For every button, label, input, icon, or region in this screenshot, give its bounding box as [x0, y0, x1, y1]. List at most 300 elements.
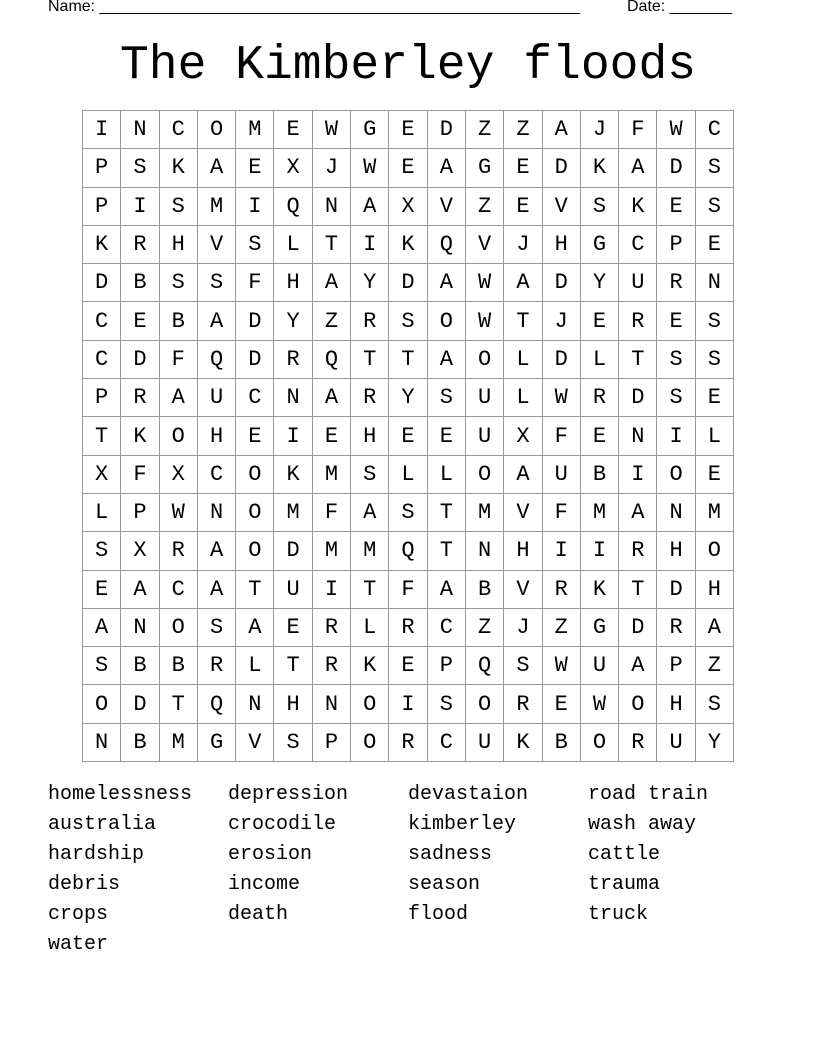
grid-cell[interactable]: K [580, 149, 618, 187]
grid-cell[interactable]: R [197, 647, 235, 685]
grid-cell[interactable]: A [236, 608, 274, 646]
grid-cell[interactable]: S [274, 723, 312, 761]
grid-cell[interactable]: P [83, 187, 121, 225]
grid-cell[interactable]: O [465, 685, 503, 723]
grid-cell[interactable]: I [619, 455, 657, 493]
grid-cell[interactable]: I [351, 225, 389, 263]
grid-cell[interactable]: T [619, 340, 657, 378]
grid-cell[interactable]: Z [465, 187, 503, 225]
grid-cell[interactable]: K [274, 455, 312, 493]
grid-cell[interactable]: A [159, 379, 197, 417]
grid-cell[interactable]: G [351, 111, 389, 149]
grid-cell[interactable]: Z [465, 111, 503, 149]
grid-row [83, 493, 734, 531]
grid-cell[interactable]: S [427, 379, 465, 417]
grid-cell[interactable]: A [197, 570, 235, 608]
grid-row [83, 149, 734, 187]
grid-cell[interactable]: Y [351, 264, 389, 302]
grid-cell[interactable]: E [389, 647, 427, 685]
grid-cell[interactable]: D [619, 379, 657, 417]
grid-cell[interactable]: E [121, 302, 159, 340]
grid-cell[interactable]: R [504, 685, 542, 723]
grid-cell[interactable]: H [274, 264, 312, 302]
grid-cell[interactable]: C [159, 111, 197, 149]
grid-cell[interactable]: N [312, 187, 350, 225]
grid-cell[interactable]: Z [695, 647, 733, 685]
grid-cell[interactable]: S [657, 379, 695, 417]
grid-cell[interactable]: S [427, 685, 465, 723]
grid-cell[interactable]: A [542, 111, 580, 149]
grid-cell[interactable]: U [274, 570, 312, 608]
grid-cell[interactable]: S [695, 187, 733, 225]
grid-cell[interactable]: S [121, 149, 159, 187]
grid-cell[interactable]: P [83, 149, 121, 187]
grid-cell[interactable]: E [389, 111, 427, 149]
grid-cell[interactable]: A [504, 264, 542, 302]
grid-cell[interactable]: O [236, 455, 274, 493]
grid-cell[interactable]: N [236, 685, 274, 723]
grid-cell[interactable]: R [312, 647, 350, 685]
word-list-item: flood [408, 903, 469, 926]
grid-cell[interactable]: T [389, 340, 427, 378]
grid-cell[interactable]: W [580, 685, 618, 723]
grid-cell[interactable]: L [389, 455, 427, 493]
grid-cell[interactable]: B [580, 455, 618, 493]
grid-cell[interactable]: T [504, 302, 542, 340]
grid-cell[interactable]: A [619, 149, 657, 187]
grid-cell[interactable]: U [657, 723, 695, 761]
grid-cell[interactable]: X [389, 187, 427, 225]
grid-cell[interactable]: N [695, 264, 733, 302]
grid-cell[interactable]: N [121, 111, 159, 149]
grid-cell[interactable]: A [427, 570, 465, 608]
grid-cell[interactable]: A [83, 608, 121, 646]
grid-cell[interactable]: P [83, 379, 121, 417]
grid-cell[interactable]: V [236, 723, 274, 761]
grid-cell[interactable]: B [542, 723, 580, 761]
grid-cell[interactable]: M [351, 532, 389, 570]
grid-cell[interactable]: E [542, 685, 580, 723]
grid-cell[interactable]: O [619, 685, 657, 723]
grid-cell[interactable]: A [427, 340, 465, 378]
grid-cell[interactable]: Z [465, 608, 503, 646]
grid-cell[interactable]: R [619, 723, 657, 761]
grid-cell[interactable]: O [159, 417, 197, 455]
grid-cell[interactable]: N [312, 685, 350, 723]
grid-cell[interactable]: E [695, 379, 733, 417]
word-list-item: sadness [408, 843, 493, 866]
grid-cell[interactable]: M [695, 493, 733, 531]
grid-cell[interactable]: L [351, 608, 389, 646]
grid-cell[interactable]: C [695, 111, 733, 149]
grid-cell[interactable]: T [236, 570, 274, 608]
grid-cell[interactable]: S [695, 302, 733, 340]
grid-cell[interactable]: J [504, 225, 542, 263]
grid-cell[interactable]: H [657, 685, 695, 723]
grid-cell[interactable]: V [465, 225, 503, 263]
grid-cell[interactable]: I [542, 532, 580, 570]
grid-cell[interactable]: O [83, 685, 121, 723]
grid-cell[interactable]: S [504, 647, 542, 685]
grid-cell[interactable]: H [504, 532, 542, 570]
grid-cell[interactable]: L [236, 647, 274, 685]
grid-cell[interactable]: D [542, 149, 580, 187]
grid-cell[interactable]: R [312, 608, 350, 646]
grid-cell[interactable]: L [504, 379, 542, 417]
grid-cell[interactable]: K [619, 187, 657, 225]
grid-cell[interactable]: H [657, 532, 695, 570]
grid-cell[interactable]: M [197, 187, 235, 225]
grid-cell[interactable]: U [542, 455, 580, 493]
grid-cell[interactable]: Z [542, 608, 580, 646]
grid-cell[interactable]: T [427, 532, 465, 570]
grid-cell[interactable]: R [159, 532, 197, 570]
grid-cell[interactable]: A [197, 532, 235, 570]
grid-cell[interactable]: A [695, 608, 733, 646]
grid-cell[interactable]: O [236, 493, 274, 531]
grid-cell[interactable]: N [274, 379, 312, 417]
grid-cell[interactable]: U [465, 417, 503, 455]
grid-cell[interactable]: T [619, 570, 657, 608]
grid-cell[interactable]: E [695, 455, 733, 493]
grid-cell[interactable]: L [504, 340, 542, 378]
grid-cell[interactable]: H [197, 417, 235, 455]
grid-cell[interactable]: I [236, 187, 274, 225]
grid-cell[interactable]: J [504, 608, 542, 646]
grid-cell[interactable]: M [274, 493, 312, 531]
grid-cell[interactable]: S [197, 264, 235, 302]
grid-cell[interactable]: L [274, 225, 312, 263]
grid-cell[interactable]: E [274, 111, 312, 149]
grid-cell[interactable]: D [389, 264, 427, 302]
grid-cell[interactable]: V [504, 493, 542, 531]
grid-cell[interactable]: S [83, 532, 121, 570]
grid-cell[interactable]: A [312, 379, 350, 417]
grid-cell[interactable]: A [312, 264, 350, 302]
grid-cell[interactable]: I [312, 570, 350, 608]
grid-cell[interactable]: R [389, 608, 427, 646]
grid-cell[interactable]: O [427, 302, 465, 340]
grid-cell[interactable]: O [465, 455, 503, 493]
grid-cell[interactable]: Q [389, 532, 427, 570]
grid-cell[interactable]: P [121, 493, 159, 531]
grid-cell[interactable]: M [312, 532, 350, 570]
grid-cell[interactable]: J [312, 149, 350, 187]
grid-cell[interactable]: S [83, 647, 121, 685]
grid-cell[interactable]: E [580, 417, 618, 455]
grid-cell[interactable]: T [83, 417, 121, 455]
grid-cell[interactable]: N [465, 532, 503, 570]
grid-cell[interactable]: Z [504, 111, 542, 149]
name-field-label: Name: ______________________________________________________ [48, 0, 581, 15]
grid-cell[interactable]: O [657, 455, 695, 493]
grid-cell[interactable]: K [121, 417, 159, 455]
grid-cell[interactable]: Q [274, 187, 312, 225]
grid-cell[interactable]: M [312, 455, 350, 493]
grid-cell[interactable]: H [159, 225, 197, 263]
grid-cell[interactable]: A [427, 264, 465, 302]
grid-cell[interactable]: S [695, 340, 733, 378]
grid-cell[interactable]: L [83, 493, 121, 531]
grid-cell[interactable]: I [274, 417, 312, 455]
grid-cell[interactable]: A [351, 187, 389, 225]
grid-cell[interactable]: W [351, 149, 389, 187]
grid-cell[interactable]: C [619, 225, 657, 263]
grid-cell[interactable]: C [197, 455, 235, 493]
grid-cell[interactable]: S [580, 187, 618, 225]
grid-cell[interactable]: K [580, 570, 618, 608]
grid-cell[interactable]: F [389, 570, 427, 608]
grid-cell[interactable]: I [657, 417, 695, 455]
grid-cell[interactable]: L [580, 340, 618, 378]
grid-cell[interactable]: B [159, 647, 197, 685]
grid-cell[interactable]: M [236, 111, 274, 149]
grid-cell[interactable]: F [312, 493, 350, 531]
grid-cell[interactable]: B [159, 302, 197, 340]
grid-cell[interactable]: V [504, 570, 542, 608]
grid-cell[interactable]: J [580, 111, 618, 149]
grid-cell[interactable]: R [580, 379, 618, 417]
grid-cell[interactable]: S [159, 264, 197, 302]
grid-cell[interactable]: R [351, 379, 389, 417]
grid-cell[interactable]: O [465, 340, 503, 378]
grid-cell[interactable]: E [504, 187, 542, 225]
grid-cell[interactable]: U [580, 647, 618, 685]
grid-cell[interactable]: Y [695, 723, 733, 761]
grid-cell[interactable]: E [657, 302, 695, 340]
grid-cell[interactable]: W [542, 379, 580, 417]
grid-cell[interactable]: E [274, 608, 312, 646]
grid-cell[interactable]: A [197, 149, 235, 187]
grid-cell[interactable]: A [619, 647, 657, 685]
grid-cell[interactable]: R [657, 264, 695, 302]
grid-cell[interactable]: R [542, 570, 580, 608]
grid-cell[interactable]: B [121, 723, 159, 761]
grid-cell[interactable]: R [121, 379, 159, 417]
grid-cell[interactable]: E [427, 417, 465, 455]
grid-cell[interactable]: O [695, 532, 733, 570]
grid-cell[interactable]: W [465, 264, 503, 302]
grid-cell[interactable]: E [312, 417, 350, 455]
word-list-item: road train [588, 783, 709, 806]
grid-cell[interactable]: Q [312, 340, 350, 378]
grid-cell[interactable]: N [197, 493, 235, 531]
grid-cell[interactable]: D [236, 302, 274, 340]
grid-cell[interactable]: G [465, 149, 503, 187]
grid-cell[interactable]: E [389, 149, 427, 187]
grid-cell[interactable]: E [657, 187, 695, 225]
grid-cell[interactable]: J [542, 302, 580, 340]
grid-cell[interactable]: W [542, 647, 580, 685]
grid-cell[interactable]: R [619, 302, 657, 340]
grid-cell[interactable]: X [83, 455, 121, 493]
grid-cell[interactable]: G [197, 723, 235, 761]
grid-cell[interactable]: O [236, 532, 274, 570]
grid-cell[interactable]: C [159, 570, 197, 608]
date-field-label: Date: _______ [627, 0, 732, 15]
grid-cell[interactable]: S [389, 493, 427, 531]
grid-cell[interactable]: A [351, 493, 389, 531]
grid-cell[interactable]: E [580, 302, 618, 340]
grid-cell[interactable]: R [351, 302, 389, 340]
grid-cell[interactable]: X [274, 149, 312, 187]
grid-cell[interactable]: I [83, 111, 121, 149]
grid-cell[interactable]: B [465, 570, 503, 608]
grid-cell[interactable]: Y [580, 264, 618, 302]
grid-cell[interactable]: A [504, 455, 542, 493]
grid-cell[interactable]: C [83, 340, 121, 378]
grid-cell[interactable]: T [427, 493, 465, 531]
grid-cell[interactable]: A [427, 149, 465, 187]
grid-cell[interactable]: H [351, 417, 389, 455]
grid-cell[interactable]: S [695, 685, 733, 723]
grid-cell[interactable]: W [657, 111, 695, 149]
grid-cell[interactable]: N [657, 493, 695, 531]
grid-cell[interactable]: P [312, 723, 350, 761]
grid-row [83, 264, 734, 302]
grid-cell[interactable]: Q [197, 685, 235, 723]
grid-cell[interactable]: B [121, 647, 159, 685]
grid-cell[interactable]: T [312, 225, 350, 263]
grid-cell[interactable]: V [427, 187, 465, 225]
grid-cell[interactable]: N [619, 417, 657, 455]
grid-cell[interactable]: R [619, 532, 657, 570]
grid-cell[interactable]: D [542, 264, 580, 302]
grid-cell[interactable]: I [389, 685, 427, 723]
grid-cell[interactable]: D [236, 340, 274, 378]
grid-cell[interactable]: I [121, 187, 159, 225]
grid-cell[interactable]: K [159, 149, 197, 187]
grid-cell[interactable]: M [465, 493, 503, 531]
word-list-item: hardship [48, 843, 145, 866]
grid-cell[interactable]: I [580, 532, 618, 570]
grid-cell[interactable]: S [389, 302, 427, 340]
grid-cell[interactable]: O [197, 111, 235, 149]
grid-cell[interactable]: V [197, 225, 235, 263]
grid-cell[interactable]: U [197, 379, 235, 417]
grid-cell[interactable]: O [351, 723, 389, 761]
grid-cell[interactable]: N [83, 723, 121, 761]
grid-cell[interactable]: W [159, 493, 197, 531]
grid-cell[interactable]: D [542, 340, 580, 378]
grid-cell[interactable]: D [619, 608, 657, 646]
grid-cell[interactable]: H [695, 570, 733, 608]
grid-cell[interactable]: E [236, 149, 274, 187]
grid-cell[interactable]: K [504, 723, 542, 761]
grid-cell[interactable]: X [121, 532, 159, 570]
grid-cell[interactable]: D [83, 264, 121, 302]
grid-cell[interactable]: S [197, 608, 235, 646]
grid-cell[interactable]: C [427, 608, 465, 646]
grid-cell[interactable]: Z [312, 302, 350, 340]
grid-cell[interactable]: O [159, 608, 197, 646]
grid-cell[interactable]: W [312, 111, 350, 149]
grid-cell[interactable]: Y [389, 379, 427, 417]
grid-cell[interactable]: Q [427, 225, 465, 263]
grid-cell[interactable]: X [159, 455, 197, 493]
grid-cell[interactable]: H [542, 225, 580, 263]
word-list-item: death [228, 903, 289, 926]
grid-cell[interactable]: L [695, 417, 733, 455]
grid-cell[interactable]: D [427, 111, 465, 149]
grid-cell[interactable]: A [619, 493, 657, 531]
grid-cell[interactable]: M [580, 493, 618, 531]
grid-cell[interactable]: L [427, 455, 465, 493]
grid-cell[interactable]: R [121, 225, 159, 263]
grid-cell[interactable]: F [121, 455, 159, 493]
grid-cell[interactable]: A [121, 570, 159, 608]
grid-row [83, 532, 734, 570]
grid-cell[interactable]: E [504, 149, 542, 187]
grid-cell[interactable]: G [580, 608, 618, 646]
grid-cell[interactable]: D [657, 570, 695, 608]
grid-cell[interactable]: P [657, 647, 695, 685]
grid-cell[interactable]: C [427, 723, 465, 761]
grid-cell[interactable]: O [580, 723, 618, 761]
grid-cell[interactable]: Q [197, 340, 235, 378]
grid-cell[interactable]: C [83, 302, 121, 340]
grid-cell[interactable]: R [389, 723, 427, 761]
grid-cell[interactable]: D [121, 340, 159, 378]
grid-cell[interactable]: F [236, 264, 274, 302]
grid-cell[interactable]: S [159, 187, 197, 225]
grid-cell[interactable]: R [657, 608, 695, 646]
grid-cell[interactable]: D [274, 532, 312, 570]
grid-cell[interactable]: G [580, 225, 618, 263]
grid-cell[interactable]: E [83, 570, 121, 608]
grid-cell[interactable]: U [619, 264, 657, 302]
grid-cell[interactable]: T [274, 647, 312, 685]
grid-cell[interactable]: E [236, 417, 274, 455]
grid-cell[interactable]: S [695, 149, 733, 187]
grid-cell[interactable]: U [465, 379, 503, 417]
grid-cell[interactable]: Y [274, 302, 312, 340]
grid-cell[interactable]: R [274, 340, 312, 378]
grid-cell[interactable]: A [197, 302, 235, 340]
grid-cell[interactable]: O [351, 685, 389, 723]
grid-cell[interactable]: N [121, 608, 159, 646]
grid-cell[interactable]: V [542, 187, 580, 225]
grid-cell[interactable]: K [351, 647, 389, 685]
grid-cell[interactable]: F [542, 417, 580, 455]
grid-cell[interactable]: D [657, 149, 695, 187]
grid-cell[interactable]: S [236, 225, 274, 263]
grid-cell[interactable]: F [159, 340, 197, 378]
grid-cell[interactable]: P [657, 225, 695, 263]
grid-cell[interactable]: S [351, 455, 389, 493]
grid-cell[interactable]: P [427, 647, 465, 685]
grid-cell[interactable]: C [236, 379, 274, 417]
grid-cell[interactable]: K [83, 225, 121, 263]
grid-cell[interactable]: T [351, 570, 389, 608]
grid-cell[interactable]: E [389, 417, 427, 455]
grid-cell[interactable]: F [619, 111, 657, 149]
grid-cell[interactable]: W [465, 302, 503, 340]
grid-cell[interactable]: D [121, 685, 159, 723]
grid-cell[interactable]: T [351, 340, 389, 378]
grid-cell[interactable]: F [542, 493, 580, 531]
grid-cell[interactable]: B [121, 264, 159, 302]
grid-cell[interactable]: T [159, 685, 197, 723]
grid-cell[interactable]: E [695, 225, 733, 263]
grid-cell[interactable]: M [159, 723, 197, 761]
grid-cell[interactable]: Q [465, 647, 503, 685]
grid-cell[interactable]: K [389, 225, 427, 263]
grid-cell[interactable]: U [465, 723, 503, 761]
grid-cell[interactable]: H [274, 685, 312, 723]
grid-cell[interactable]: S [657, 340, 695, 378]
grid-cell[interactable]: X [504, 417, 542, 455]
